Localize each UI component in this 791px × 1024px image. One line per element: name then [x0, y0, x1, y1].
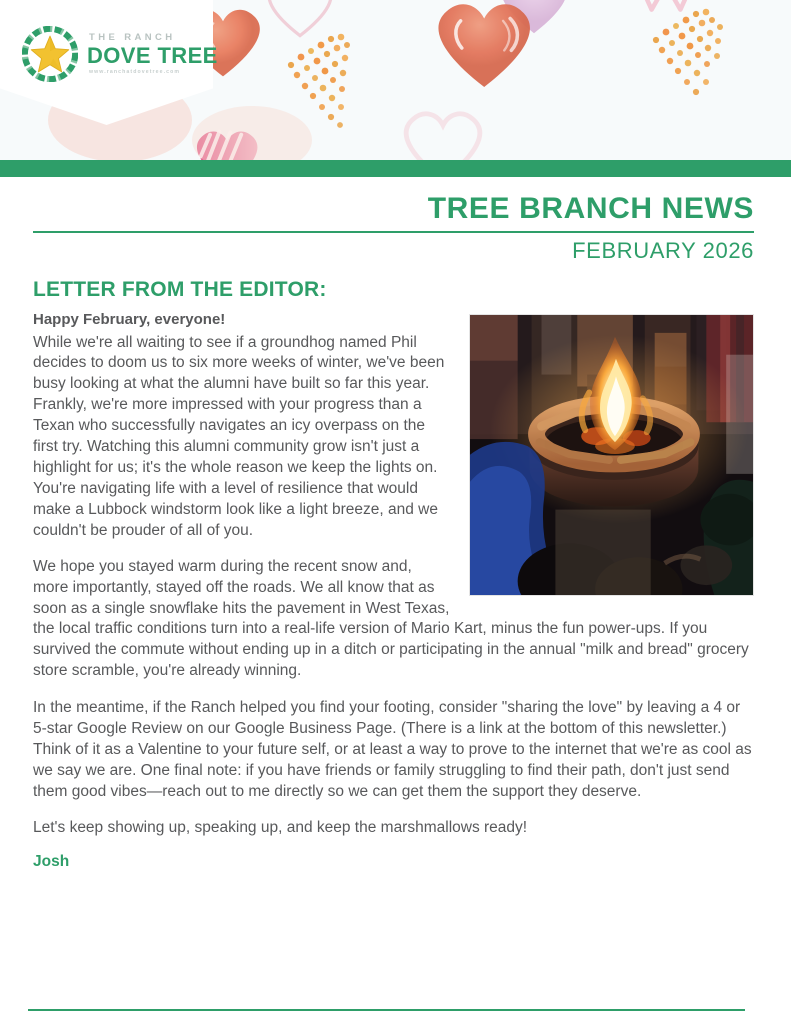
logo-url: www.ranchatdovetree.com [89, 69, 181, 76]
article-paragraph-3: In the meantime, if the Ranch helped you find your footing, consider "sharing the love" by leaving a 4 or 5-star Google Review on our Google Business Page. (There is a link at the bottom of this newsletter.) Think of it as a Valentine to your future self, or at least a way to prove to the internet that we're as cool as we say we are. One final note: if you have friends or family struggling to find their path, don't just send them good vibes—reach out to me directly so we can get them the support they deserve. [33, 699, 752, 800]
closing-line: Let's keep showing up, speaking up, and keep the marshmallows ready! [33, 818, 528, 836]
greeting-line: Happy February, everyone! [33, 310, 226, 328]
logo-tagline: THE RANCH [89, 31, 176, 43]
page-title: LETTER FROM THE EDITOR: [33, 277, 327, 301]
article-paragraph-1: While we're all waiting to see if a groundhog named Phil decides to doom us to six more weeks of winter, we've been busy looking at what the alumni have built so far this year. Frankly, we're more impressed with your progress than a Texan who successfully navigates an icy overpass on the first try. Watching this alumni community grow isn't just a highlight for us; it's the whole reason we keep the lights on. You're navigating life with a level of resilience that would make a Lubbock windstorm look like a light breeze, and we couldn't be prouder of all of you. [33, 333, 445, 539]
campfire-photo-image [470, 315, 753, 595]
masthead [0, 177, 791, 264]
hero-banner [0, 0, 791, 160]
campfire-photo [469, 314, 754, 596]
bottom-section-rule [28, 1009, 745, 1011]
ranch-star-logo-icon [22, 26, 78, 82]
editor-signature: Josh [33, 852, 70, 870]
article-paragraph-2: We hope you stayed warm during the recent snow and, more importantly, stayed off the roads. We all know that as soon as a single snowflake hits the pavement in West Texas, the local traffic conditions turn into a real-life version of Mario Kart, minus the fun power-ups. If you survived the commute without ending up in a ditch or participating in the annual "milk and bread" grocery store scramble, you're already winning. [33, 557, 749, 680]
logo-name: DOVE TREE [87, 43, 218, 69]
masthead-rule [33, 231, 754, 233]
brand-logo[interactable] [22, 26, 218, 82]
newsletter-date: FEBRUARY 2026 [572, 237, 754, 263]
editor-letter-article [0, 264, 791, 871]
logo-wordmark [87, 33, 218, 76]
newsletter-title: TREE BRANCH NEWS [427, 192, 754, 225]
green-divider-band [0, 160, 791, 177]
